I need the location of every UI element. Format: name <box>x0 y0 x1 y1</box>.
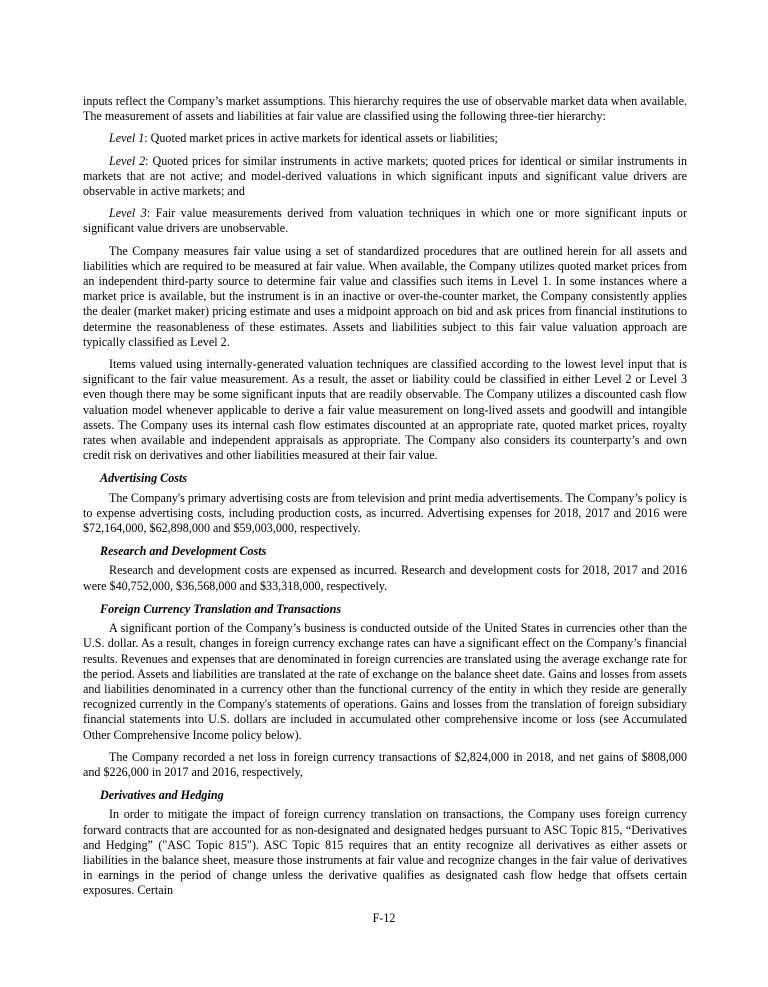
advertising-costs-heading: Advertising Costs <box>100 471 188 486</box>
research-costs-heading: Research and Development Costs <box>100 544 267 559</box>
level-1-text: : Quoted market prices in active markets for identical assets or liabilities; <box>144 131 498 146</box>
intro-continuation: inputs reflect the Company’s market assumptions. This hierarchy requires the use of observable market data when available. The measurement of assets and liabilities at fair value are classified using the following three-tier hierarchy: <box>83 94 687 124</box>
level-3-paragraph <box>83 206 687 236</box>
derivatives-heading: Derivatives and Hedging <box>100 788 224 803</box>
research-costs-body: Research and development costs are expensed as incurred. Research and development costs for 2018, 2017 and 2016 were $40,752,000, $36,568,000 and $33,318,000, respectively. <box>83 563 687 593</box>
advertising-costs-body: The Company's primary advertising costs are from television and print media advertisements. The Company’s policy is to expense advertising costs, including production costs, as incurred. Advertising expenses for 2018, 2017 and 2016 were $72,164,000, $62,898,000 and $59,003,000, respectively. <box>83 490 687 536</box>
derivatives-body: In order to mitigate the impact of foreign currency translation on transactions, the Company uses foreign currency forward contracts that are accounted for as non-designated and designated hedges pursuant to ASC Topic 815, “Derivatives and Hedging” ("ASC Topic 815"). ASC Topic 815 requires that an entity recognize all derivatives as either assets or liabilities in the balance sheet, measure those instruments at fair value and recognize changes in the fair value of derivatives in earnings in the period of change unless the derivative qualifies as designated cash flow hedge that offsets certain exposures. Certain <box>83 807 687 898</box>
foreign-currency-body-1: A significant portion of the Company’s business is conducted outside of the United States in currencies other than the U.S. dollar. As a result, changes in foreign currency exchange rates can have a significant effect on the Company’s financial results. Revenues and expenses that are denominated in foreign currencies are translated using the average exchange rate for the period. Assets and liabilities are translated at the rate of exchange on the balance sheet date. Gains and losses from assets and liabilities denominated in a currency other than the functional currency of the entity in which they reside are generally recognized currently in the Company's statements of operations. Gains and losses from the translation of foreign subsidiary financial statements into U.S. dollars are included in accumulated other comprehensive income or loss (see Accumulated Other Comprehensive Income policy below). <box>83 621 687 742</box>
fair-value-paragraph-1: The Company measures fair value using a set of standardized procedures that are outlined herein for all assets and liabilities which are required to be measured at fair value. When available, the Company utilizes quoted market prices from an independent third-party source to determine fair value and classifies such items in Level 1. In some instances where a market price is available, but the instrument is in an inactive or over-the-counter market, the Company consistently applies the dealer (market maker) pricing estimate and uses a midpoint approach on bid and ask prices from financial institutions to determine the reasonableness of these estimates. Assets and liabilities subject to this fair value valuation approach are typically classified as Level 2. <box>83 243 687 349</box>
level-3-label: Level 3 <box>109 206 147 221</box>
level-3-text: : Fair value measurements derived from valuation techniques in which one or more significant inputs or significant value drivers are unobservable. <box>83 206 688 236</box>
level-2-label: Level 2 <box>109 153 146 168</box>
level-1-label: Level 1 <box>109 131 145 146</box>
foreign-currency-heading: Foreign Currency Translation and Transactions <box>100 601 342 616</box>
document-body <box>83 94 687 899</box>
level-1-paragraph <box>83 131 687 146</box>
level-2-paragraph <box>83 154 687 200</box>
level-2-text: : Quoted prices for similar instruments in active markets; quoted prices for identical or similar instruments in markets that are not active; and model-derived valuations in which significant inputs and significant value drivers are observable in active markets; and <box>83 153 687 199</box>
page-number: F-12 <box>372 911 396 925</box>
foreign-currency-body-2: The Company recorded a net loss in foreign currency transactions of $2,824,000 in 2018, and net gains of $808,000 and $226,000 in 2017 and 2016, respectively, <box>83 749 687 779</box>
fair-value-paragraph-2: Items valued using internally-generated valuation techniques are classified according to the lowest level input that is significant to the fair value measurement. As a result, the asset or liability could be classified in either Level 2 or Level 3 even though there may be some significant inputs that are readily observable. The Company utilizes a discounted cash flow valuation model whenever applicable to derive a fair value measurement on long-lived assets and goodwill and intangible assets. The Company uses its internal cash flow estimates discounted at an appropriate rate, quoted market prices, royalty rates when available and independent appraisals as appropriate. The Company also considers its counterparty’s and own credit risk on derivatives and other liabilities measured at their fair value. <box>83 357 687 463</box>
